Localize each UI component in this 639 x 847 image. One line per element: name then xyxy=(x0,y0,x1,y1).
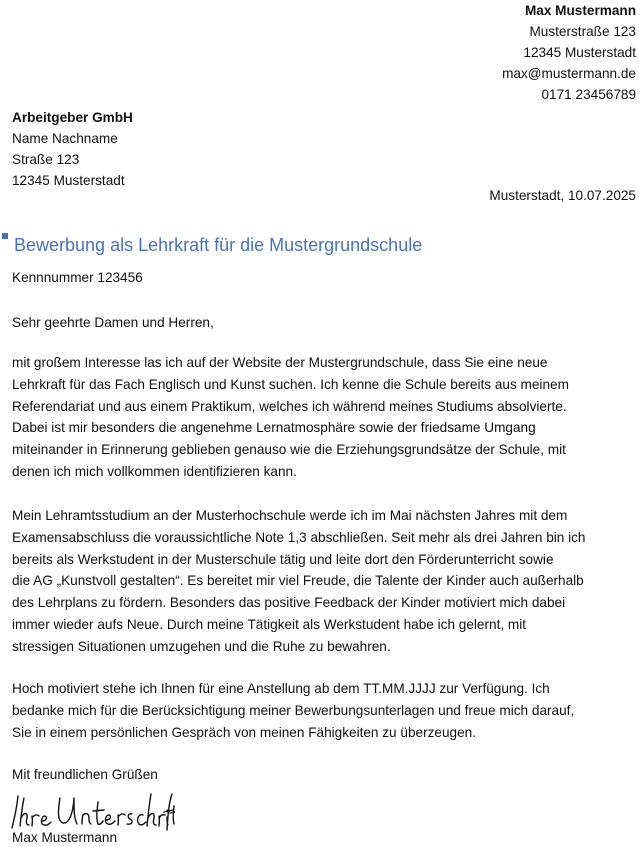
paragraph-line: miteinander in Erinnerung geblieben genauso wie die Erziehungsgrundsätze der Schule, mit xyxy=(12,442,566,458)
paragraph-line: die AG „Kunstvoll gestalten“. Es bereitet mir viel Freude, die Talente der Kinder auch außerhalb xyxy=(12,573,584,589)
recipient-street: Straße 123 xyxy=(12,152,80,167)
paragraph-line: Lehrkraft für das Fach Englisch und Kunst suchen. Ich kenne die Schule bereits aus meinem xyxy=(12,376,569,392)
recipient-city: 12345 Musterstadt xyxy=(12,173,125,188)
paragraph-line: Dabei ist mir besonders die angenehme Lernatmosphäre sowie der friedsame Umgang xyxy=(12,420,536,436)
sender-name: Max Mustermann xyxy=(524,3,636,18)
paragraph-line: mit großem Interesse las ich auf der Website der Mustergrundschule, dass Sie eine neue xyxy=(12,355,548,370)
paragraph-1 xyxy=(12,352,636,483)
letter-subject: Bewerbung als Lehrkraft für die Mustergrundschule xyxy=(14,235,423,255)
closing-phrase: Mit freundlichen Grüßen xyxy=(12,767,158,782)
recipient-company: Arbeitgeber GmbH xyxy=(12,110,133,125)
paragraph-line: denen ich mich vollkommen identifizieren kann. xyxy=(12,463,297,479)
signer-name: Max Mustermann xyxy=(12,830,118,845)
reference-number: Kennnummer 123456 xyxy=(12,270,143,285)
paragraph-line: Examensabschluss die voraussichtliche Note 1,3 abschließen. Seit mehr als drei Jahren bin ich xyxy=(12,529,586,545)
paragraph-line: stressigen Situationen umzugehen und die Ruhe zu bewahren. xyxy=(12,638,391,654)
paragraph-line: Hoch motiviert stehe ich Ihnen für eine Anstellung ab dem TT.MM.JJJJ zur Verfügung. Ich xyxy=(12,681,550,696)
handwritten-signature xyxy=(10,788,175,832)
letter-date: Musterstadt, 10.07.2025 xyxy=(489,188,636,203)
sender-block xyxy=(502,0,636,105)
sender-phone: 0171 23456789 xyxy=(541,87,636,102)
recipient-contact: Name Nachname xyxy=(12,131,118,146)
sender-email: max@mustermann.de xyxy=(502,66,636,81)
paragraph-line: des Lehrplans zu fördern. Besonders das positive Feedback der Kinder motiviert mich dabei xyxy=(12,595,566,611)
sender-city: 12345 Musterstadt xyxy=(523,45,636,60)
paragraph-2 xyxy=(12,505,636,658)
paragraph-line: immer wieder aufs Neue. Durch meine Tätigkeit als Werkstudent habe ich gelernt, mit xyxy=(12,616,527,632)
sender-street: Musterstraße 123 xyxy=(529,24,636,39)
paragraph-line: Mein Lehramtsstudium an der Musterhochschule werde ich im Mai nächsten Jahres mit dem xyxy=(12,508,568,523)
heading-marker xyxy=(2,233,8,239)
paragraph-line: Referendariat und aus einem Praktikum, welches ich während meines Studiums absolvierte. xyxy=(12,398,567,414)
salutation: Sehr geehrte Damen und Herren, xyxy=(12,315,214,330)
paragraph-line: bedanke mich für die Berücksichtigung meiner Bewerbungsunterlagen und freue mich darauf, xyxy=(12,702,575,718)
paragraph-3 xyxy=(12,678,636,743)
recipient-block xyxy=(12,107,133,191)
paragraph-line: bereits als Werkstudent in der Musterschule tätig und leite dort den Förderunterricht sowie xyxy=(12,551,554,567)
paragraph-line: Sie in einem persönlichen Gespräch von meinen Fähigkeiten zu überzeugen. xyxy=(12,724,476,740)
